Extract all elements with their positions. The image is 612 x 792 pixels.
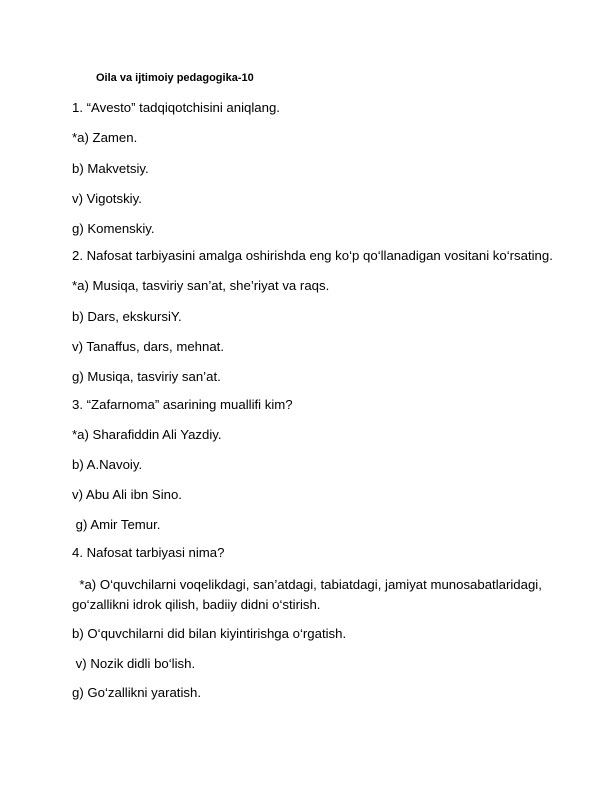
q2-option-b: b) Dars, ekskursiY. xyxy=(72,309,182,324)
q3-option-g: g) Amir Temur. xyxy=(72,517,161,532)
q4-option-b: b) O‘quvchilarni did bilan kiyintirishga o‘rgatish. xyxy=(72,626,347,641)
q2-option-v: v) Tanaffus, dars, mehnat. xyxy=(72,339,224,354)
q4-option-g: g) Go‘zallikni yaratish. xyxy=(72,685,201,700)
document-title: Oila va ijtimoiy pedagogika-10 xyxy=(96,72,254,84)
q1-option-g: g) Komenskiy. xyxy=(72,221,155,236)
q3-option-v: v) Abu Ali ibn Sino. xyxy=(72,487,182,502)
q4-option-v: v) Nozik didli bo‘lish. xyxy=(72,656,196,671)
q1-option-v: v) Vigotskiy. xyxy=(72,191,142,206)
q3-option-a: *a) Sharafiddin Ali Yazdiy. xyxy=(72,427,222,442)
question-2: 2. Nafosat tarbiyasini amalga oshirishda eng ko‘p qo‘llanadigan vositani ko‘rsating. xyxy=(72,248,553,263)
q2-option-a: *a) Musiqa, tasviriy san’at, she’riyat va raqs. xyxy=(72,278,330,293)
question-4: 4. Nafosat tarbiyasi nima? xyxy=(72,545,225,560)
q4-option-a-line-1: *a) O‘quvchilarni voqelikdagi, san’atdagi, tabiatdagi, jamiyat munosabatlaridagi, xyxy=(72,577,542,592)
q4-option-a-line-2: go‘zallikni idrok qilish, badiiy didni o‘stirish. xyxy=(72,597,321,612)
q2-option-g: g) Musiqa, tasviriy san’at. xyxy=(72,369,221,384)
q1-option-b: b) Makvetsiy. xyxy=(72,161,149,176)
q4-option-a xyxy=(72,575,540,615)
q3-option-b: b) A.Navoiy. xyxy=(72,457,143,472)
question-1: 1. “Avesto” tadqiqotchisini aniqlang. xyxy=(72,100,280,115)
question-3: 3. “Zafarnoma” asarining muallifi kim? xyxy=(72,397,293,412)
q1-option-a: *a) Zamen. xyxy=(72,130,138,145)
